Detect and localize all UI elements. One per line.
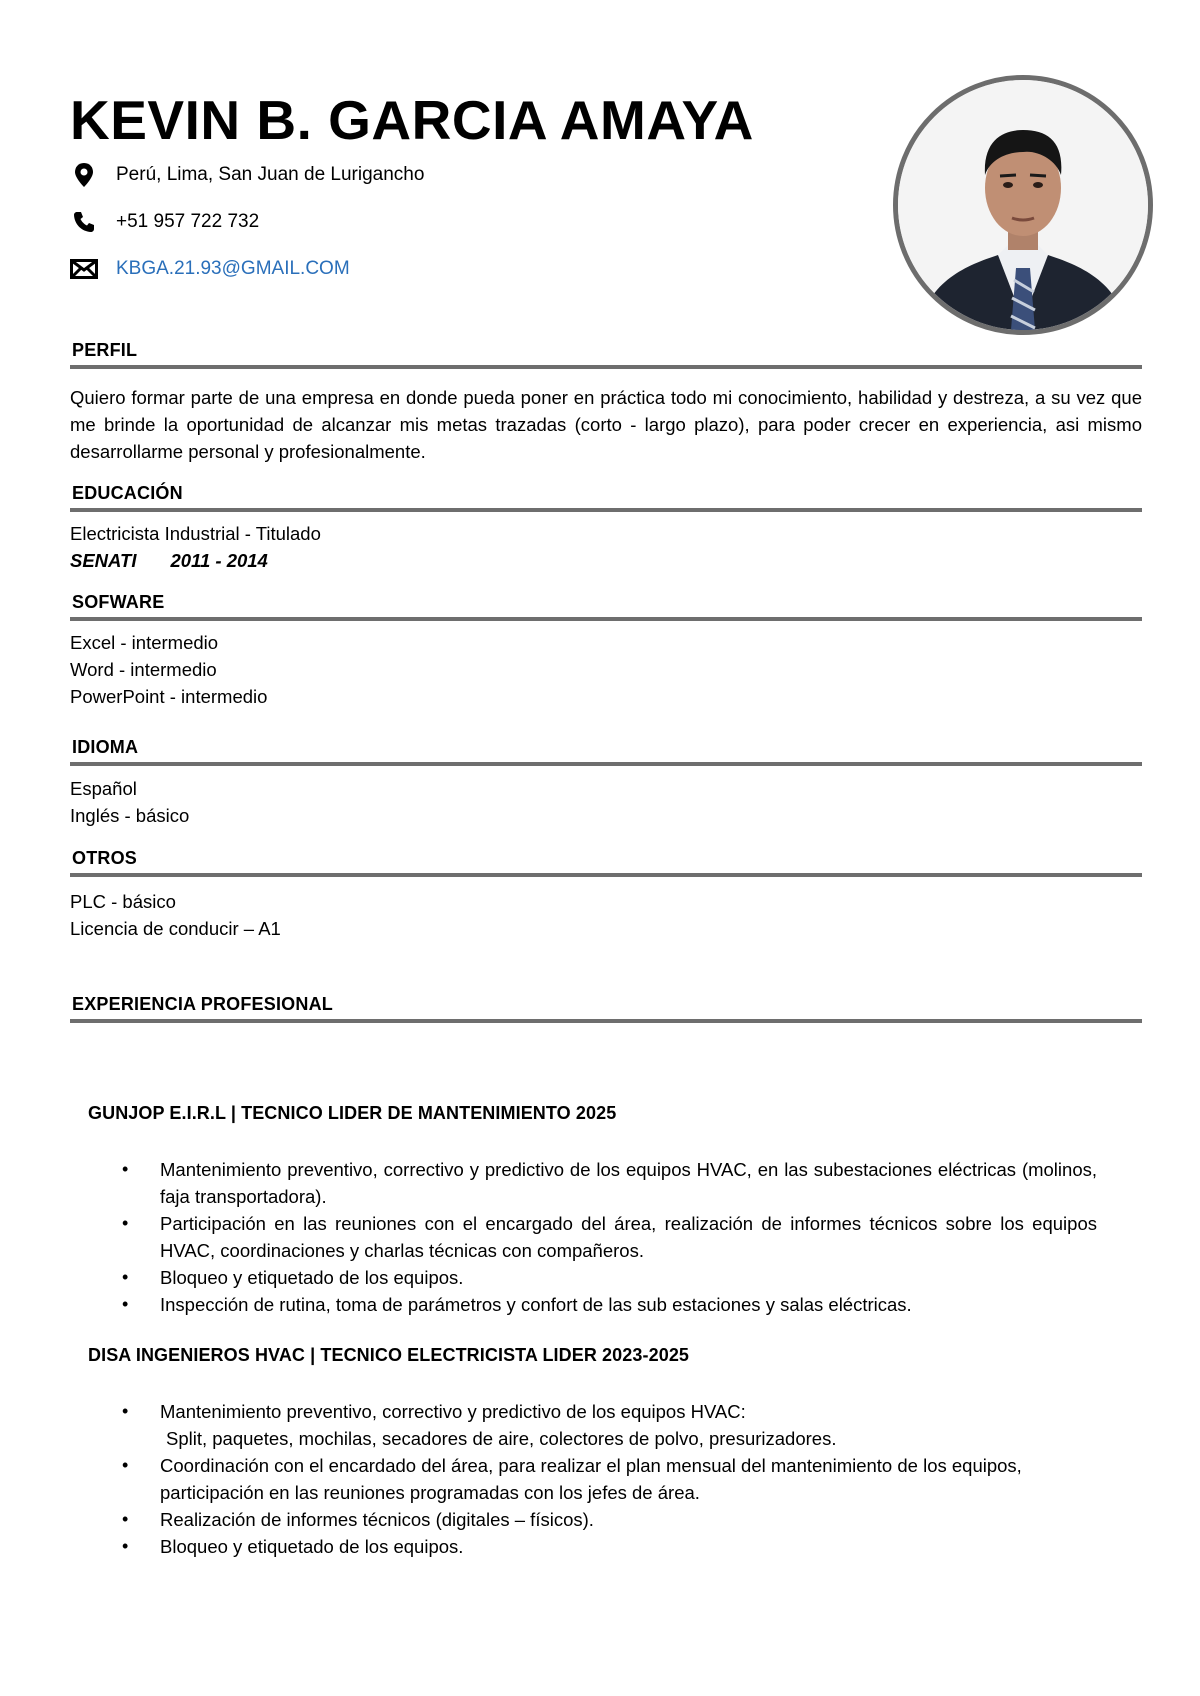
location-pin-icon: [70, 161, 98, 189]
profile-photo: [893, 75, 1153, 335]
phone-text: +51 957 722 732: [116, 211, 260, 232]
list-item: Excel - intermedio: [70, 632, 219, 653]
section-title-educacion: EDUCACIÓN: [70, 483, 1142, 512]
education-degree: Electricista Industrial - Titulado: [70, 523, 321, 544]
education-block: [70, 520, 321, 574]
list-item: • Bloqueo y etiquetado de los equipos.: [122, 1264, 1097, 1291]
language-list: [70, 775, 189, 829]
list-item: PowerPoint - intermedio: [70, 686, 268, 707]
list-item: PLC - básico: [70, 891, 176, 912]
contact-phone: [70, 207, 770, 237]
list-item: • Participación en las reuniones con el encargado del área, realización de informes técnicos sobre los equipos HVAC, coordinaciones y charlas técnicas con compañeros.: [122, 1210, 1097, 1264]
section-title-otros: OTROS: [70, 848, 1142, 877]
list-item: • Inspección de rutina, toma de parámetros y confort de las sub estaciones y salas eléctricas.: [122, 1291, 1097, 1318]
email-link[interactable]: KBGA.21.93@GMAIL.COM: [116, 258, 350, 279]
list-item: Word - intermedio: [70, 659, 217, 680]
section-title-idioma: IDIOMA: [70, 737, 1142, 766]
list-item: • Realización de informes técnicos (digitales – físicos).: [122, 1506, 1097, 1533]
list-item: Inglés - básico: [70, 805, 190, 826]
list-item: Español: [70, 778, 137, 799]
job-title-disa: DISA INGENIEROS HVAC | TECNICO ELECTRICISTA LIDER 2023-2025: [88, 1345, 690, 1365]
location-text: Perú, Lima, San Juan de Lurigancho: [116, 164, 425, 185]
list-item: • Coordinación con el encardado del área, para realizar el plan mensual del mantenimiento de los equipos, participación en las reuniones programadas con los jefes de área.: [122, 1452, 1097, 1506]
section-title-experiencia: EXPERIENCIA PROFESIONAL: [70, 994, 1142, 1023]
perfil-text: Quiero formar parte de una empresa en donde pueda poner en práctica todo mi conocimiento, habilidad y destreza, a su vez que me brinde la oportunidad de alcanzar mis metas trazadas (corto - largo plazo), para poder crecer en experiencia, asi mismo desarrollarme personal y profesionalmente.: [70, 387, 1142, 462]
software-list: [70, 629, 267, 710]
list-item: • Bloqueo y etiquetado de los equipos.: [122, 1533, 1097, 1560]
other-list: [70, 888, 281, 942]
job-title-gunjop: GUNJOP E.I.R.L | TECNICO LIDER DE MANTENIMIENTO 2025: [88, 1103, 617, 1123]
section-title-software: SOFWARE: [70, 592, 1142, 621]
education-institution: SENATI: [70, 550, 137, 571]
job-bullets-gunjop: [122, 1156, 1097, 1318]
contact-email: [70, 254, 770, 284]
candidate-name: KEVIN B. GARCIA AMAYA: [70, 89, 754, 151]
list-item: Licencia de conducir – A1: [70, 918, 281, 939]
contact-location: [70, 160, 770, 190]
job-bullets-disa: [122, 1398, 1097, 1560]
section-title-perfil: PERFIL: [70, 340, 1142, 369]
email-icon: [70, 255, 98, 283]
list-item: • Mantenimiento preventivo, correctivo y predictivo de los equipos HVAC, en las subestaciones eléctricas (molinos, faja transportadora).: [122, 1156, 1097, 1210]
phone-icon: [70, 208, 98, 236]
education-years: 2011 - 2014: [170, 550, 268, 571]
list-item: • Mantenimiento preventivo, correctivo y predictivo de los equipos HVAC: Split, paquetes, mochilas, secadores de aire, colectores de polvo, presurizadores.: [122, 1398, 1097, 1452]
education-institution-row: [70, 547, 321, 574]
